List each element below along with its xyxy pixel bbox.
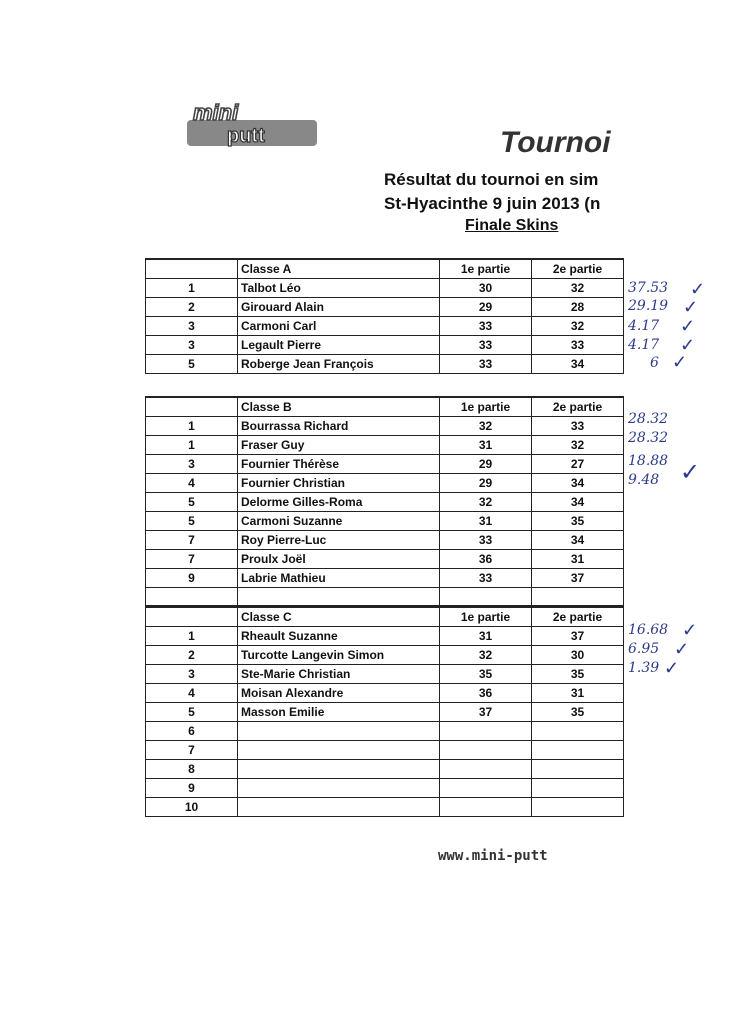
rank-cell: 9	[146, 779, 238, 798]
handwritten-note: 37.53	[628, 280, 669, 296]
handwritten-note: 4.17	[628, 318, 660, 334]
game2-cell: 34	[532, 531, 624, 550]
game2-cell: 37	[532, 627, 624, 646]
rank-cell: 6	[146, 722, 238, 741]
game1-cell: 29	[440, 455, 532, 474]
game2-cell: 35	[532, 703, 624, 722]
rank-cell: 1	[146, 279, 238, 298]
rank-cell: 7	[146, 741, 238, 760]
logo-line2: putt	[227, 125, 265, 147]
player-cell: Fournier Thérèse	[238, 455, 440, 474]
header-rank	[146, 607, 238, 627]
table-row	[146, 798, 624, 817]
player-cell: Proulx Joël	[238, 550, 440, 569]
rank-cell: 5	[146, 703, 238, 722]
table-header-row	[146, 607, 624, 627]
game1-cell: 29	[440, 474, 532, 493]
rank-cell: 3	[146, 317, 238, 336]
game1-cell	[440, 722, 532, 741]
game1-cell: 32	[440, 646, 532, 665]
rank-cell: 1	[146, 417, 238, 436]
game1-cell: 32	[440, 493, 532, 512]
handwritten-note: 16.68	[628, 622, 669, 638]
game1-cell: 36	[440, 550, 532, 569]
handwritten-note: 29.19	[628, 298, 669, 314]
subtitle-finale: Finale Skins	[465, 217, 559, 234]
rank-cell: 5	[146, 512, 238, 531]
player-cell: Roy Pierre-Luc	[238, 531, 440, 550]
rank-cell: 5	[146, 355, 238, 374]
logo-line1: mini	[193, 100, 239, 125]
table-classe-a	[145, 258, 624, 374]
game2-cell: 35	[532, 665, 624, 684]
game1-cell: 31	[440, 627, 532, 646]
table-header-row	[146, 259, 624, 279]
rank-cell: 8	[146, 760, 238, 779]
rank-cell: 3	[146, 665, 238, 684]
game1-cell	[440, 741, 532, 760]
page-edge-clip	[622, 120, 735, 240]
game2-cell: 34	[532, 355, 624, 374]
table-row	[146, 317, 624, 336]
rank-cell: 4	[146, 474, 238, 493]
player-cell	[238, 760, 440, 779]
table-row	[146, 355, 624, 374]
table-header-row	[146, 397, 624, 417]
table-row	[146, 550, 624, 569]
table-row	[146, 436, 624, 455]
header-rank	[146, 259, 238, 279]
checkmark-icon: ✓	[672, 352, 688, 372]
rank-cell: 9	[146, 569, 238, 588]
game2-cell: 32	[532, 436, 624, 455]
table-row	[146, 493, 624, 512]
game1-cell: 31	[440, 512, 532, 531]
player-cell	[238, 798, 440, 817]
rank-cell: 7	[146, 531, 238, 550]
game2-cell: 33	[532, 336, 624, 355]
table-row	[146, 646, 624, 665]
table-row	[146, 760, 624, 779]
subtitle-result: Résultat du tournoi en sim	[384, 170, 599, 189]
handwritten-note: 9.48	[628, 472, 660, 488]
class-name: Classe B	[238, 397, 440, 417]
header-game1: 1e partie	[440, 607, 532, 627]
table-row	[146, 512, 624, 531]
table-row	[146, 336, 624, 355]
rank-cell: 4	[146, 684, 238, 703]
table-row	[146, 779, 624, 798]
player-cell: Masson Emilie	[238, 703, 440, 722]
table-row	[146, 741, 624, 760]
game1-cell	[440, 779, 532, 798]
rank-cell: 10	[146, 798, 238, 817]
table-row	[146, 474, 624, 493]
game1-cell	[440, 760, 532, 779]
header-game2: 2e partie	[532, 259, 624, 279]
player-cell: Bourrassa Richard	[238, 417, 440, 436]
game2-cell: 30	[532, 646, 624, 665]
rank-cell: 3	[146, 336, 238, 355]
game2-cell: 34	[532, 474, 624, 493]
checkmark-icon: ✓	[682, 620, 698, 640]
header-game2: 2e partie	[532, 397, 624, 417]
player-cell: Fournier Christian	[238, 474, 440, 493]
rank-cell: 2	[146, 298, 238, 317]
checkmark-icon: ✓	[664, 658, 680, 678]
table-row	[146, 569, 624, 588]
checkmark-icon: ✓	[690, 279, 706, 299]
game1-cell: 32	[440, 417, 532, 436]
game1-cell: 33	[440, 355, 532, 374]
rank-cell: 2	[146, 646, 238, 665]
handwritten-note: 28.32	[628, 430, 669, 446]
game2-cell: 32	[532, 279, 624, 298]
handwritten-note: 28.32	[628, 411, 669, 427]
player-cell	[238, 741, 440, 760]
header-game1: 1e partie	[440, 259, 532, 279]
rank-cell: 3	[146, 455, 238, 474]
table-row	[146, 722, 624, 741]
game2-cell	[532, 722, 624, 741]
player-cell: Ste-Marie Christian	[238, 665, 440, 684]
header-game2: 2e partie	[532, 607, 624, 627]
rank-cell: 1	[146, 627, 238, 646]
player-cell: Labrie Mathieu	[238, 569, 440, 588]
checkmark-icon: ✓	[683, 297, 699, 317]
table-row	[146, 684, 624, 703]
rank-cell: 7	[146, 550, 238, 569]
game1-cell: 36	[440, 684, 532, 703]
game2-cell	[532, 798, 624, 817]
table-row	[146, 417, 624, 436]
game2-cell	[532, 741, 624, 760]
checkmark-icon: ✓	[680, 335, 696, 355]
table-row	[146, 279, 624, 298]
table-row	[146, 298, 624, 317]
table-classe-b	[145, 396, 624, 606]
checkmark-icon: ✓	[680, 316, 696, 336]
handwritten-note: 18.88	[628, 453, 669, 469]
game1-cell: 37	[440, 703, 532, 722]
class-name: Classe C	[238, 607, 440, 627]
player-cell: Legault Pierre	[238, 336, 440, 355]
game2-cell: 27	[532, 455, 624, 474]
game2-cell: 32	[532, 317, 624, 336]
player-cell: Talbot Léo	[238, 279, 440, 298]
handwritten-note: 6	[650, 355, 659, 371]
game2-cell: 37	[532, 569, 624, 588]
player-cell	[238, 722, 440, 741]
player-cell: Carmoni Carl	[238, 317, 440, 336]
table-row	[146, 627, 624, 646]
mini-putt-logo	[185, 100, 320, 150]
game1-cell: 33	[440, 336, 532, 355]
header-rank	[146, 397, 238, 417]
footer-url: www.mini-putt	[438, 848, 548, 864]
subtitle-location-date: St-Hyacinthe 9 juin 2013 (n	[384, 194, 601, 213]
game2-cell: 28	[532, 298, 624, 317]
class-name: Classe A	[238, 259, 440, 279]
player-cell: Roberge Jean François	[238, 355, 440, 374]
page-title: Tournoi	[500, 126, 611, 159]
player-cell: Turcotte Langevin Simon	[238, 646, 440, 665]
handwritten-note: 1.39	[628, 660, 660, 676]
handwritten-note: 6.95	[628, 641, 660, 657]
table-spacer-row	[146, 588, 624, 606]
table-row	[146, 703, 624, 722]
rank-cell: 1	[146, 436, 238, 455]
player-cell: Rheault Suzanne	[238, 627, 440, 646]
table-classe-c	[145, 606, 624, 817]
table-row	[146, 665, 624, 684]
game2-cell: 31	[532, 550, 624, 569]
game1-cell: 31	[440, 436, 532, 455]
game2-cell: 35	[532, 512, 624, 531]
game2-cell	[532, 779, 624, 798]
header-game1: 1e partie	[440, 397, 532, 417]
game2-cell: 31	[532, 684, 624, 703]
game1-cell	[440, 798, 532, 817]
player-cell: Fraser Guy	[238, 436, 440, 455]
handwritten-note: 4.17	[628, 337, 660, 353]
game2-cell	[532, 760, 624, 779]
game1-cell: 29	[440, 298, 532, 317]
table-row	[146, 531, 624, 550]
player-cell	[238, 779, 440, 798]
game1-cell: 33	[440, 531, 532, 550]
table-row	[146, 455, 624, 474]
player-cell: Girouard Alain	[238, 298, 440, 317]
game1-cell: 35	[440, 665, 532, 684]
game2-cell: 34	[532, 493, 624, 512]
game1-cell: 33	[440, 317, 532, 336]
player-cell: Delorme Gilles-Roma	[238, 493, 440, 512]
game2-cell: 33	[532, 417, 624, 436]
game1-cell: 33	[440, 569, 532, 588]
player-cell: Moisan Alexandre	[238, 684, 440, 703]
game1-cell: 30	[440, 279, 532, 298]
player-cell: Carmoni Suzanne	[238, 512, 440, 531]
rank-cell: 5	[146, 493, 238, 512]
checkmark-icon: ✓	[674, 639, 690, 659]
checkmark-icon: ✓	[680, 459, 701, 486]
